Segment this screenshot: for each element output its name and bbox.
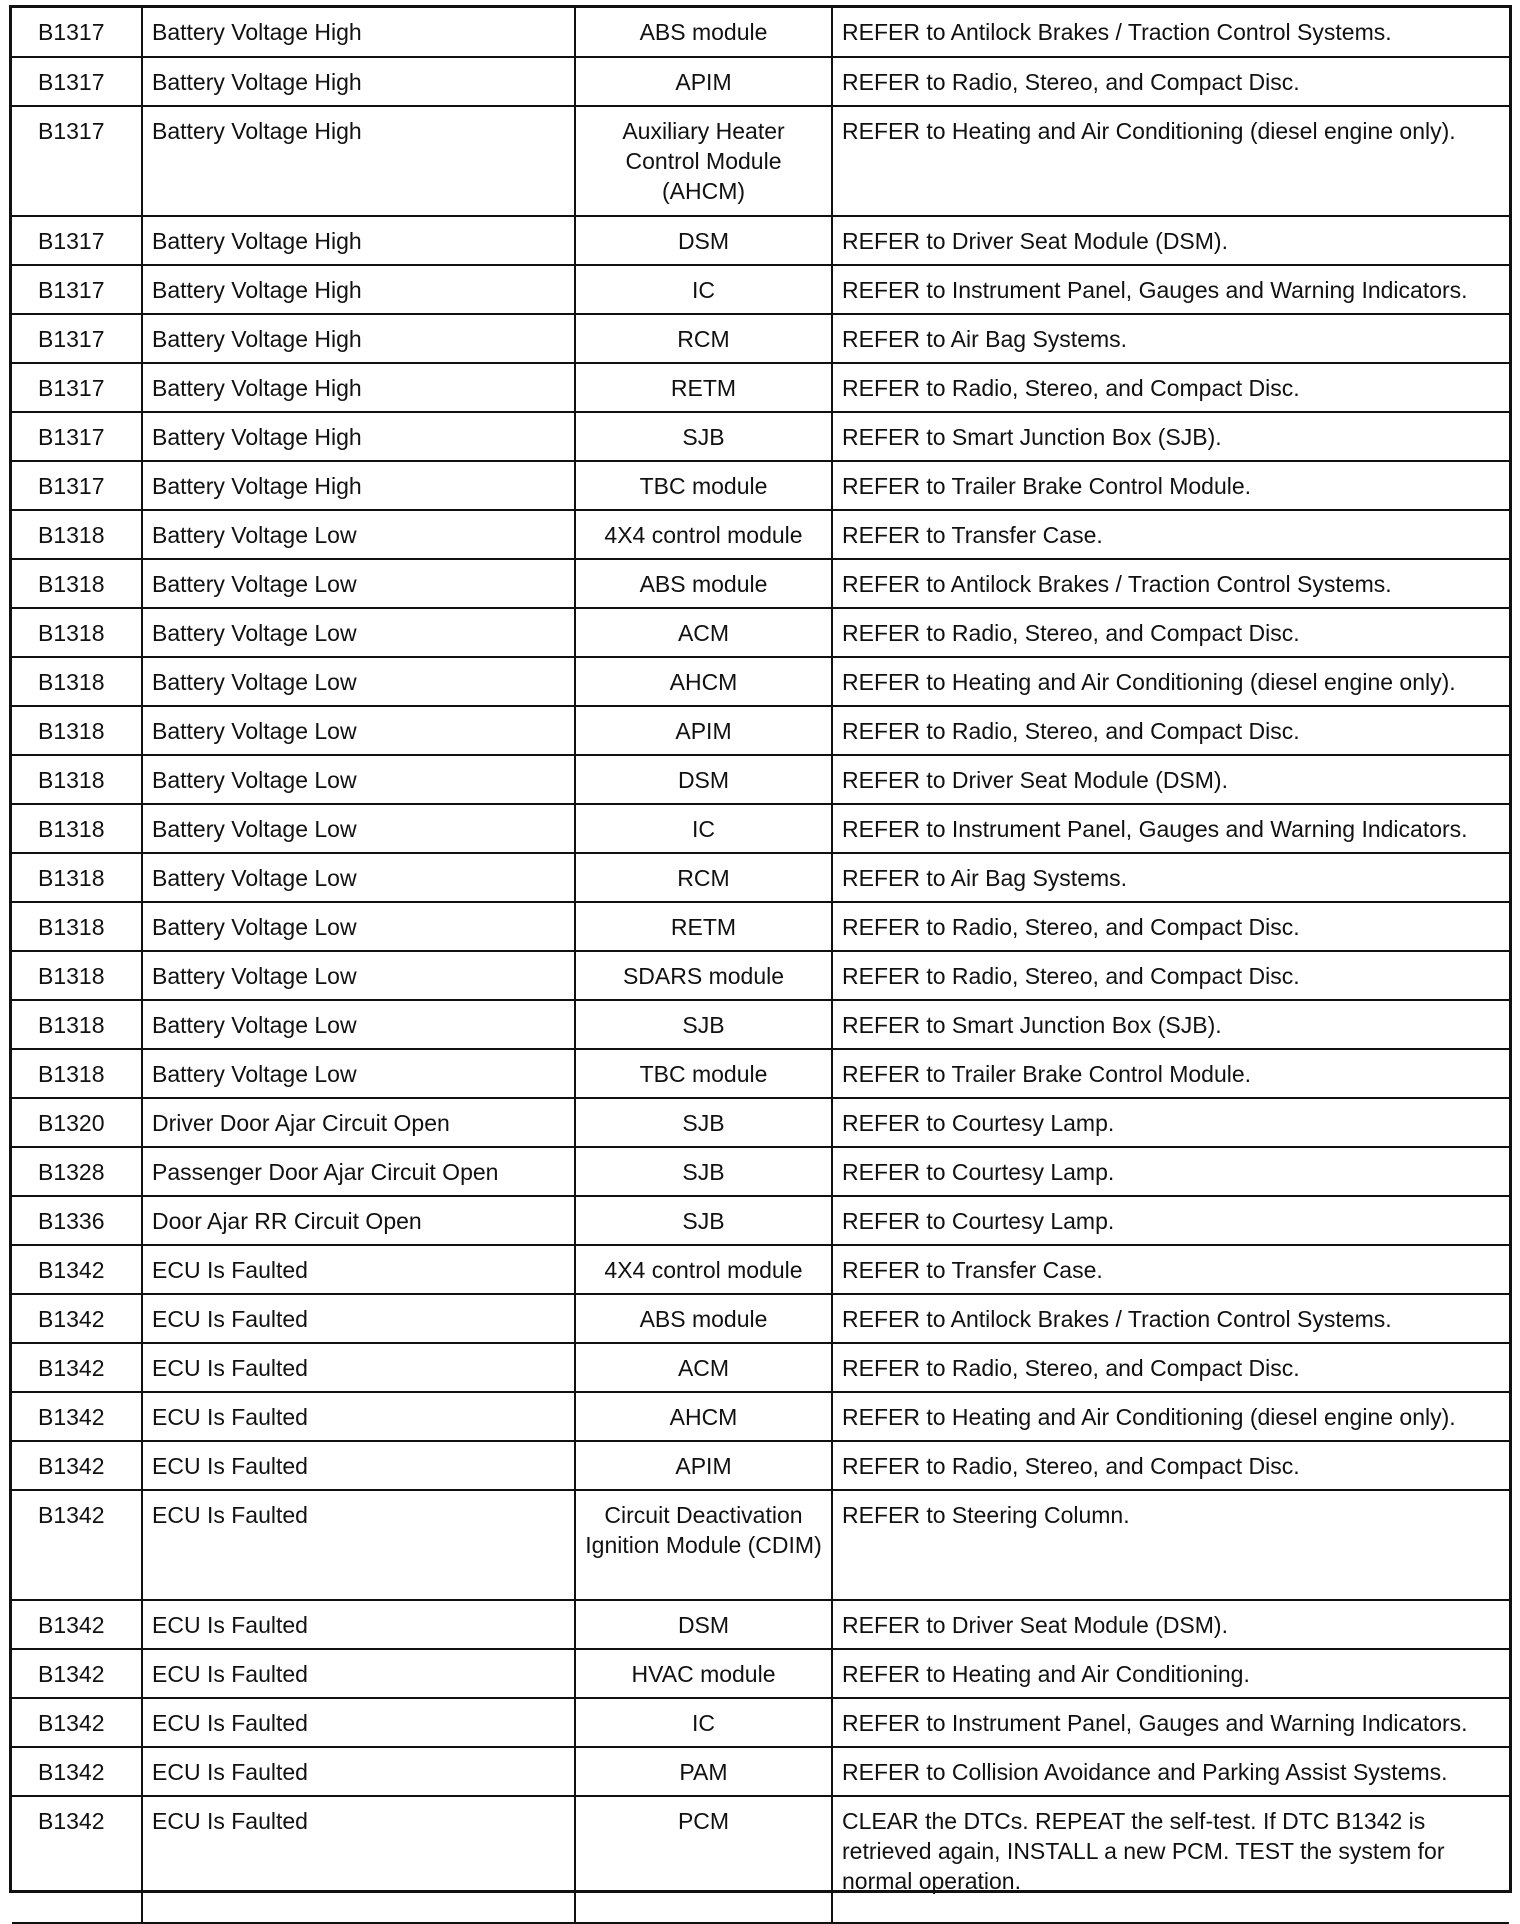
dtc-action-cell: REFER to Heating and Air Conditioning (diesel engine only). <box>832 106 1509 216</box>
dtc-description-cell: ECU Is Faulted <box>142 1392 575 1441</box>
dtc-module-cell: 4X4 control module <box>575 1245 832 1294</box>
dtc-code-cell: B1317 <box>12 461 142 510</box>
dtc-action-cell: REFER to Trailer Brake Control Module. <box>832 1049 1509 1098</box>
dtc-code-cell: B1342 <box>12 1796 142 1923</box>
dtc-description-cell: Battery Voltage High <box>142 363 575 412</box>
dtc-code-cell: B1317 <box>12 8 142 57</box>
dtc-action-cell: REFER to Instrument Panel, Gauges and Warning Indicators. <box>832 1698 1509 1747</box>
dtc-action-cell: REFER to Radio, Stereo, and Compact Disc. <box>832 1343 1509 1392</box>
dtc-module-cell: ABS module <box>575 559 832 608</box>
dtc-module-cell: ACM <box>575 1343 832 1392</box>
table-row <box>12 265 1509 314</box>
dtc-description-cell: Battery Voltage Low <box>142 804 575 853</box>
dtc-description-cell: Battery Voltage High <box>142 8 575 57</box>
dtc-module-cell: TBC module <box>575 1049 832 1098</box>
dtc-module-cell: RCM <box>575 314 832 363</box>
dtc-action-cell: REFER to Radio, Stereo, and Compact Disc. <box>832 706 1509 755</box>
dtc-action-cell: REFER to Smart Junction Box (SJB). <box>832 412 1509 461</box>
table-row <box>12 657 1509 706</box>
dtc-module-cell: IC <box>575 265 832 314</box>
dtc-description-cell: Battery Voltage High <box>142 412 575 461</box>
dtc-description-cell: Battery Voltage Low <box>142 1049 575 1098</box>
dtc-description-cell: Battery Voltage Low <box>142 510 575 559</box>
table-row <box>12 1796 1509 1923</box>
dtc-description-cell: ECU Is Faulted <box>142 1343 575 1392</box>
dtc-action-cell: REFER to Transfer Case. <box>832 1245 1509 1294</box>
dtc-module-cell: PCM <box>575 1796 832 1923</box>
dtc-module-cell: SJB <box>575 1196 832 1245</box>
dtc-code-cell: B1342 <box>12 1441 142 1490</box>
table-row <box>12 314 1509 363</box>
dtc-module-cell: ABS module <box>575 8 832 57</box>
dtc-action-cell: REFER to Air Bag Systems. <box>832 314 1509 363</box>
dtc-action-cell: CLEAR the DTCs. REPEAT the self-test. If DTC B1342 is retrieved again, INSTALL a new PCM. TEST the system for normal operation. <box>832 1796 1509 1923</box>
dtc-description-cell: ECU Is Faulted <box>142 1649 575 1698</box>
dtc-code-cell: B1317 <box>12 363 142 412</box>
dtc-action-cell: REFER to Heating and Air Conditioning (diesel engine only). <box>832 1392 1509 1441</box>
dtc-module-cell: DSM <box>575 216 832 265</box>
table-row <box>12 363 1509 412</box>
dtc-module-cell: RETM <box>575 902 832 951</box>
dtc-action-cell: REFER to Trailer Brake Control Module. <box>832 461 1509 510</box>
dtc-action-cell: REFER to Antilock Brakes / Traction Control Systems. <box>832 559 1509 608</box>
table-row <box>12 1343 1509 1392</box>
dtc-module-cell: ABS module <box>575 1294 832 1343</box>
dtc-module-cell: AHCM <box>575 1392 832 1441</box>
dtc-action-cell: REFER to Instrument Panel, Gauges and Warning Indicators. <box>832 804 1509 853</box>
dtc-action-cell: REFER to Antilock Brakes / Traction Control Systems. <box>832 8 1509 57</box>
dtc-code-cell: B1342 <box>12 1490 142 1600</box>
dtc-description-cell: Battery Voltage Low <box>142 853 575 902</box>
table-row <box>12 1098 1509 1147</box>
dtc-code-cell: B1320 <box>12 1098 142 1147</box>
dtc-action-cell: REFER to Radio, Stereo, and Compact Disc. <box>832 608 1509 657</box>
dtc-module-cell: APIM <box>575 57 832 106</box>
dtc-module-cell: DSM <box>575 1600 832 1649</box>
dtc-module-cell: SJB <box>575 412 832 461</box>
dtc-code-cell: B1342 <box>12 1698 142 1747</box>
dtc-module-cell: DSM <box>575 755 832 804</box>
dtc-action-cell: REFER to Radio, Stereo, and Compact Disc. <box>832 57 1509 106</box>
dtc-description-cell: Battery Voltage High <box>142 106 575 216</box>
dtc-code-cell: B1318 <box>12 1000 142 1049</box>
dtc-code-cell: B1317 <box>12 314 142 363</box>
dtc-code-cell: B1342 <box>12 1600 142 1649</box>
dtc-code-cell: B1318 <box>12 706 142 755</box>
dtc-code-cell: B1318 <box>12 510 142 559</box>
dtc-description-cell: Battery Voltage Low <box>142 657 575 706</box>
dtc-module-cell: SDARS module <box>575 951 832 1000</box>
table-row <box>12 804 1509 853</box>
dtc-code-cell: B1342 <box>12 1649 142 1698</box>
table-row <box>12 216 1509 265</box>
dtc-action-cell: REFER to Courtesy Lamp. <box>832 1196 1509 1245</box>
dtc-code-cell: B1318 <box>12 755 142 804</box>
dtc-description-cell: ECU Is Faulted <box>142 1490 575 1600</box>
dtc-description-cell: ECU Is Faulted <box>142 1600 575 1649</box>
dtc-description-cell: Battery Voltage Low <box>142 902 575 951</box>
dtc-description-cell: Battery Voltage Low <box>142 1000 575 1049</box>
table-row <box>12 608 1509 657</box>
dtc-action-cell: REFER to Air Bag Systems. <box>832 853 1509 902</box>
dtc-action-cell: REFER to Courtesy Lamp. <box>832 1098 1509 1147</box>
dtc-code-cell: B1318 <box>12 657 142 706</box>
dtc-action-cell: REFER to Smart Junction Box (SJB). <box>832 1000 1509 1049</box>
table-row <box>12 1245 1509 1294</box>
table-row <box>12 755 1509 804</box>
dtc-code-cell: B1318 <box>12 559 142 608</box>
dtc-action-cell: REFER to Driver Seat Module (DSM). <box>832 1600 1509 1649</box>
dtc-description-cell: Battery Voltage High <box>142 461 575 510</box>
dtc-module-cell: APIM <box>575 1441 832 1490</box>
table-row <box>12 412 1509 461</box>
dtc-description-cell: ECU Is Faulted <box>142 1245 575 1294</box>
table-row <box>12 57 1509 106</box>
table-row <box>12 1698 1509 1747</box>
dtc-action-cell: REFER to Radio, Stereo, and Compact Disc. <box>832 951 1509 1000</box>
dtc-action-cell: REFER to Radio, Stereo, and Compact Disc. <box>832 363 1509 412</box>
dtc-action-cell: REFER to Heating and Air Conditioning. <box>832 1649 1509 1698</box>
table-row <box>12 461 1509 510</box>
dtc-description-cell: ECU Is Faulted <box>142 1294 575 1343</box>
dtc-code-cell: B1342 <box>12 1294 142 1343</box>
dtc-action-cell: REFER to Antilock Brakes / Traction Control Systems. <box>832 1294 1509 1343</box>
table-row <box>12 1490 1509 1600</box>
dtc-code-cell: B1318 <box>12 804 142 853</box>
dtc-code-cell: B1317 <box>12 412 142 461</box>
dtc-code-cell: B1342 <box>12 1245 142 1294</box>
dtc-action-cell: REFER to Radio, Stereo, and Compact Disc. <box>832 1441 1509 1490</box>
dtc-action-cell: REFER to Radio, Stereo, and Compact Disc. <box>832 902 1509 951</box>
dtc-description-cell: ECU Is Faulted <box>142 1747 575 1796</box>
dtc-action-cell: REFER to Steering Column. <box>832 1490 1509 1600</box>
dtc-code-cell: B1342 <box>12 1392 142 1441</box>
dtc-module-cell: SJB <box>575 1000 832 1049</box>
dtc-description-cell: Battery Voltage Low <box>142 755 575 804</box>
dtc-description-cell: ECU Is Faulted <box>142 1441 575 1490</box>
dtc-module-cell: Auxiliary Heater Control Module (AHCM) <box>575 106 832 216</box>
table-row <box>12 1196 1509 1245</box>
dtc-code-cell: B1336 <box>12 1196 142 1245</box>
dtc-action-cell: REFER to Instrument Panel, Gauges and Warning Indicators. <box>832 265 1509 314</box>
dtc-module-cell: APIM <box>575 706 832 755</box>
dtc-action-cell: REFER to Transfer Case. <box>832 510 1509 559</box>
dtc-module-cell: RETM <box>575 363 832 412</box>
table-row <box>12 1441 1509 1490</box>
dtc-code-cell: B1318 <box>12 951 142 1000</box>
table-row <box>12 902 1509 951</box>
table-row <box>12 510 1509 559</box>
dtc-code-cell: B1318 <box>12 902 142 951</box>
dtc-table-sheet <box>9 5 1512 1893</box>
dtc-action-cell: REFER to Courtesy Lamp. <box>832 1147 1509 1196</box>
dtc-description-cell: ECU Is Faulted <box>142 1796 575 1923</box>
dtc-module-cell: 4X4 control module <box>575 510 832 559</box>
dtc-description-cell: Battery Voltage Low <box>142 608 575 657</box>
dtc-description-cell: ECU Is Faulted <box>142 1698 575 1747</box>
dtc-description-cell: Door Ajar RR Circuit Open <box>142 1196 575 1245</box>
dtc-action-cell: REFER to Driver Seat Module (DSM). <box>832 216 1509 265</box>
dtc-module-cell: HVAC module <box>575 1649 832 1698</box>
dtc-module-cell: AHCM <box>575 657 832 706</box>
table-row <box>12 1392 1509 1441</box>
dtc-code-cell: B1342 <box>12 1343 142 1392</box>
dtc-module-cell: IC <box>575 1698 832 1747</box>
dtc-module-cell: SJB <box>575 1147 832 1196</box>
table-row <box>12 106 1509 216</box>
dtc-module-cell: RCM <box>575 853 832 902</box>
dtc-description-cell: Battery Voltage Low <box>142 559 575 608</box>
table-row <box>12 1049 1509 1098</box>
dtc-description-cell: Battery Voltage High <box>142 265 575 314</box>
table-row <box>12 1294 1509 1343</box>
table-row <box>12 1649 1509 1698</box>
table-row <box>12 853 1509 902</box>
dtc-code-cell: B1318 <box>12 1049 142 1098</box>
dtc-description-cell: Battery Voltage Low <box>142 706 575 755</box>
dtc-module-cell: TBC module <box>575 461 832 510</box>
dtc-module-cell: IC <box>575 804 832 853</box>
table-row <box>12 1000 1509 1049</box>
table-row <box>12 1747 1509 1796</box>
dtc-description-cell: Battery Voltage High <box>142 57 575 106</box>
dtc-code-cell: B1328 <box>12 1147 142 1196</box>
table-row <box>12 559 1509 608</box>
dtc-code-cell: B1318 <box>12 608 142 657</box>
dtc-description-cell: Battery Voltage High <box>142 216 575 265</box>
dtc-code-cell: B1317 <box>12 106 142 216</box>
dtc-code-cell: B1342 <box>12 1747 142 1796</box>
dtc-code-cell: B1317 <box>12 265 142 314</box>
table-row <box>12 1600 1509 1649</box>
table-row <box>12 8 1509 57</box>
dtc-code-cell: B1318 <box>12 853 142 902</box>
dtc-action-cell: REFER to Collision Avoidance and Parking Assist Systems. <box>832 1747 1509 1796</box>
dtc-code-cell: B1317 <box>12 216 142 265</box>
dtc-action-cell: REFER to Heating and Air Conditioning (diesel engine only). <box>832 657 1509 706</box>
dtc-description-cell: Battery Voltage High <box>142 314 575 363</box>
dtc-table-body <box>12 8 1509 1923</box>
dtc-module-cell: PAM <box>575 1747 832 1796</box>
dtc-module-cell: SJB <box>575 1098 832 1147</box>
table-row <box>12 706 1509 755</box>
dtc-module-cell: ACM <box>575 608 832 657</box>
dtc-action-cell: REFER to Driver Seat Module (DSM). <box>832 755 1509 804</box>
dtc-table <box>12 8 1509 1924</box>
dtc-description-cell: Driver Door Ajar Circuit Open <box>142 1098 575 1147</box>
table-row <box>12 951 1509 1000</box>
dtc-module-cell: Circuit Deactivation Ignition Module (CDIM) <box>575 1490 832 1600</box>
dtc-description-cell: Passenger Door Ajar Circuit Open <box>142 1147 575 1196</box>
dtc-code-cell: B1317 <box>12 57 142 106</box>
table-row <box>12 1147 1509 1196</box>
dtc-description-cell: Battery Voltage Low <box>142 951 575 1000</box>
